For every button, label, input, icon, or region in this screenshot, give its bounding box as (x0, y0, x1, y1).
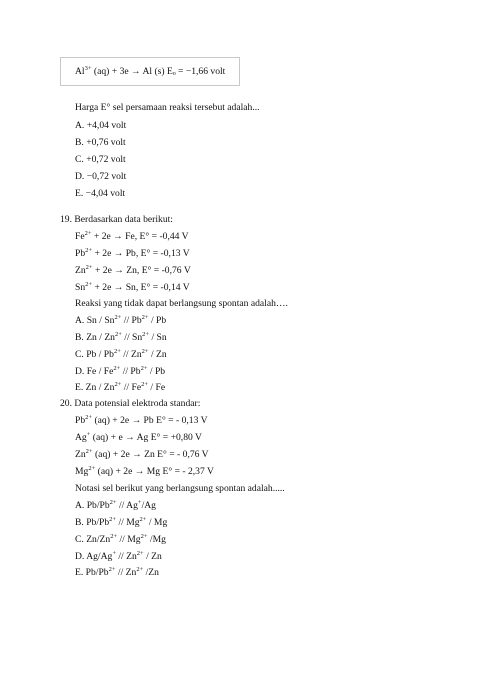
q20-data-line: $Mg^{2+}$ (aq) + 2e → Mg E° = - 2,37 V (75, 465, 214, 477)
q18-option-e: E. −4,04 volt (75, 188, 126, 199)
q18-option-b: B. +0,76 volt (75, 137, 126, 148)
q20-option-b: B. $Pb/Pb^{2+} // Mg^{2+}$ / Mg (75, 516, 168, 528)
equation-box (60, 57, 240, 86)
q19-data-line: $Zn^{2+} + 2e \to Zn$, E° = -0,76 V (75, 264, 191, 276)
q18-option-d: D. −0,72 volt (75, 171, 127, 182)
eq-charge: 3+ (84, 65, 92, 72)
q19-option-a: A. Sn / $Sn^{2+} // Pb^{2+}$ / Pb (75, 314, 167, 326)
q19-option-e: E. Zn / $Zn^{2+} // Fe^{2+}$ / Fe (75, 381, 166, 393)
q18-option-c: C. +0,72 volt (75, 154, 126, 165)
eq-ion: Al (75, 66, 85, 77)
q20-data-line: $Pb^{2+}$ (aq) + 2e → Pb E° = - 0,13 V (75, 414, 208, 426)
q18-option-a: A. +4,04 volt (75, 120, 127, 131)
q20-data-line: Ag+ (aq) + e → Ag E° = +0,80 V (75, 431, 202, 443)
q20-heading: 20. Data potensial elektroda standar: (60, 398, 201, 409)
q20-option-a: A. $Pb/Pb^{2+} // Ag^+/Ag$ (75, 499, 156, 511)
q19-option-b: B. Zn / $Zn^{2+} // Sn^{2+}$ / Sn (75, 331, 167, 343)
eq-rest: (aq) + 3e → Al (s) Eₒ = −1,66 volt (91, 66, 226, 77)
q20-option-d: D. $Ag/Ag^+ // Zn^{2+}$ / Zn (75, 550, 162, 562)
q18-prompt: Harga E° sel persamaan reaksi tersebut adalah... (75, 102, 260, 113)
q20-option-c: C. $Zn/Zn^{2+} // Mg^{2+}$ /Mg (75, 533, 166, 545)
q20-option-e: E. $Pb/Pb^{2+} // Zn^{2+}$ /Zn (75, 566, 159, 578)
q19-prompt: Reaksi yang tidak dapat berlangsung spontan adalah…. (75, 298, 288, 309)
q19-data-line: $Pb^{2+} + 2e \to Pb$, E° = -0,13 V (75, 247, 190, 259)
q19-heading: 19. Berdasarkan data berikut: (60, 214, 173, 225)
q20-prompt: Notasi sel berikut yang berlangsung spontan adalah..... (75, 483, 285, 494)
q20-data-line: $Zn^{2+}$ (aq) + 2e → Zn E° = - 0,76 V (75, 448, 209, 460)
q19-option-c: C. Pb / $Pb^{2+} // Zn^{2+}$ / Zn (75, 348, 167, 360)
q19-data-line: $Sn^{2+} + 2e \to Sn$, E° = -0,14 V (75, 281, 190, 293)
q19-data-line: $Fe^{2+} + 2e \to Fe$, E° = -0,44 V (75, 230, 189, 242)
top-equation (75, 66, 225, 77)
q19-option-d: D. Fe / $Fe^{2+} // Pb^{2+}$ / Pb (75, 365, 166, 377)
